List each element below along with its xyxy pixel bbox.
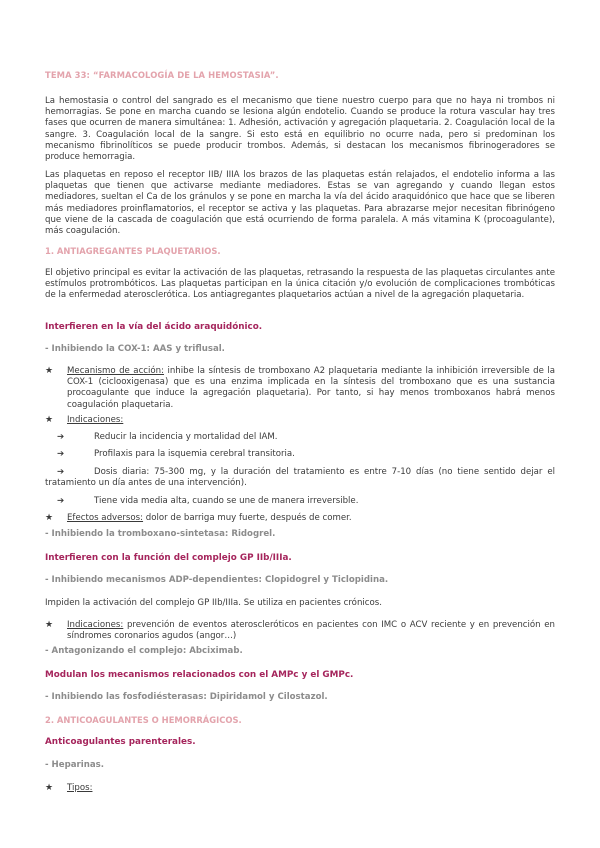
indicaciones-2-text: prevención de eventos ateroscleróticos en pacientes con IMC o ACV reciente y en prevención en síndromes coronarios agudos (angor…) [67, 620, 555, 642]
list-item: ➔ Tiene vida media alta, cuando se une de manera irreversible. [57, 496, 359, 506]
section-heading-anticoagulantes: 2. ANTICOAGULANTES O HEMORRÁGICOS. [45, 715, 242, 725]
star-bullet-icon: ★ [45, 513, 54, 523]
efectos-item [45, 513, 555, 524]
list-item: ➔ Profilaxis para la isquemia cerebral transitoria. [57, 449, 295, 459]
mecanismo-label: Mecanismo de acción: [67, 366, 165, 376]
intro-paragraph-1: La hemostasia o control del sangrado es el mecanismo que tiene nuestro cuerpo para que no haya ni trombos ni hemorragias. Se pone en marcha cuando se lesiona algún endotelio. Cuando se produce la rotura vascular hay tres fases que ocurren de manera simultánea: 1. Adhesión, activación y agregación plaquetaria. 2. Coagulación local de la sangre. 3. Coagulación local de la sangre. Si esto está en equilibrio no ocurre nada, pero si predominan los mecanismo fibrinolíticos se puede producir trombos. Además, si destacan los mecanismos fibrinogeradores se produce hemorragia. [45, 96, 555, 163]
star-bullet-icon: ★ [45, 783, 54, 793]
tipos-label: Tipos: [67, 783, 93, 793]
heading-inhibiendo-cox1: - Inhibiendo la COX-1: AAS y triflusal. [45, 344, 225, 354]
star-bullet-icon: ★ [45, 415, 54, 425]
intro-paragraph-2: Las plaquetas en reposo el receptor IIB/ IIIA los brazos de las plaquetas están relajados, el endotelio informa a las plaquetas que tienen que activarse mediante mediadores. Estas se van agregando y cuando llegan estos mediadores, sueltan el Ca de los gránulos y se pone en marcha la vía del ácido araquidónico que hace que se liberen más mediadores proinflamatorios, el receptor se activa y las plaquetas. Para abrazarse mejor necesitan fibrinógeno que viene de la cascada de coagulación que está ocurriendo de forma paralela. A más vitamina K (procoagulante), más coagulación. [45, 170, 555, 237]
subheading-ampc-gmpc: Modulan los mecanismos relacionados con el AMPc y el GMPc. [45, 670, 354, 680]
tipos-item [45, 783, 555, 794]
subheading-anticoagulantes-parenterales: Anticoagulantes parenterales. [45, 737, 196, 747]
arrow-bullet-icon: ➔ [57, 449, 65, 459]
subheading-gp-iib-iiia: Interfieren con la función del complejo GP IIb/IIIa. [45, 553, 292, 563]
indicaciones-item [45, 415, 555, 426]
list-item: ➔ Dosis diaria: 75-300 mg, y la duración del tratamiento es entre 7-10 días (no tiene sentido dejar el tratamiento un día antes de una intervención). [45, 467, 555, 489]
arrow-bullet-icon: ➔ [57, 467, 65, 477]
subheading-acido-araquidonico: Interfieren en la vía del ácido araquidónico. [45, 322, 263, 332]
heading-heparinas: - Heparinas. [45, 760, 105, 770]
mecanismo-text: inhibe la síntesis de tromboxano A2 plaquetaria mediante la inhibición irreversible de la COX-1 (ciclooxigenasa) que es una enzima implicada en la síntesis del tromboxano que es una sustancia procoagulante que induce la agregación plaquetaria). Por tanto, si hay menos tromboxanos habrá menos coagulación plaquetaria. [67, 366, 556, 410]
section1-paragraph: El objetivo principal es evitar la activación de las plaquetas, retrasando la respuesta de las plaquetas circulantes ante estímulos protrombóticos. Las plaquetas participan en la única citación y/o evolución de complicaciones trombóticas de la enfermedad aterosclerótica. Los antiagregantes plaquetarios actúan a nivel de la agregación plaquetaria. [45, 268, 555, 301]
arrow-bullet-icon: ➔ [57, 432, 65, 442]
star-bullet-icon: ★ [45, 620, 54, 630]
indicaciones-2-label: Indicaciones: [67, 620, 124, 630]
heading-tromboxano-sintetasa: - Inhibiendo la tromboxano-sintetasa: Ridogrel. [45, 529, 276, 539]
indicaciones-2-item [45, 620, 555, 642]
efectos-text: dolor de barriga muy fuerte, después de comer. [143, 513, 352, 523]
mecanismo-item [45, 366, 555, 411]
star-bullet-icon: ★ [45, 366, 54, 376]
section-heading-antiagregantes: 1. ANTIAGREGANTES PLAQUETARIOS. [45, 246, 221, 256]
heading-adp-dependientes: - Inhibiendo mecanismos ADP-dependientes: Clopidogrel y Ticlopidina. [45, 575, 389, 585]
heading-abciximab: - Antagonizando el complejo: Abciximab. [45, 646, 243, 656]
indicaciones-label: Indicaciones: [67, 415, 124, 425]
list-item: ➔ Reducir la incidencia y mortalidad del IAM. [57, 432, 278, 442]
arrow-bullet-icon: ➔ [57, 496, 65, 506]
efectos-label: Efectos adversos: [67, 513, 144, 523]
document-title: TEMA 33: “FARMACOLOGÍA DE LA HEMOSTASIA”. [45, 70, 279, 80]
gp-paragraph: Impiden la activación del complejo GP IIb/IIIa. Se utiliza en pacientes crónicos. [45, 598, 382, 608]
heading-fosfodiesterasas: - Inhibiendo las fosfodiésterasas: Dipiridamol y Cilostazol. [45, 692, 328, 702]
